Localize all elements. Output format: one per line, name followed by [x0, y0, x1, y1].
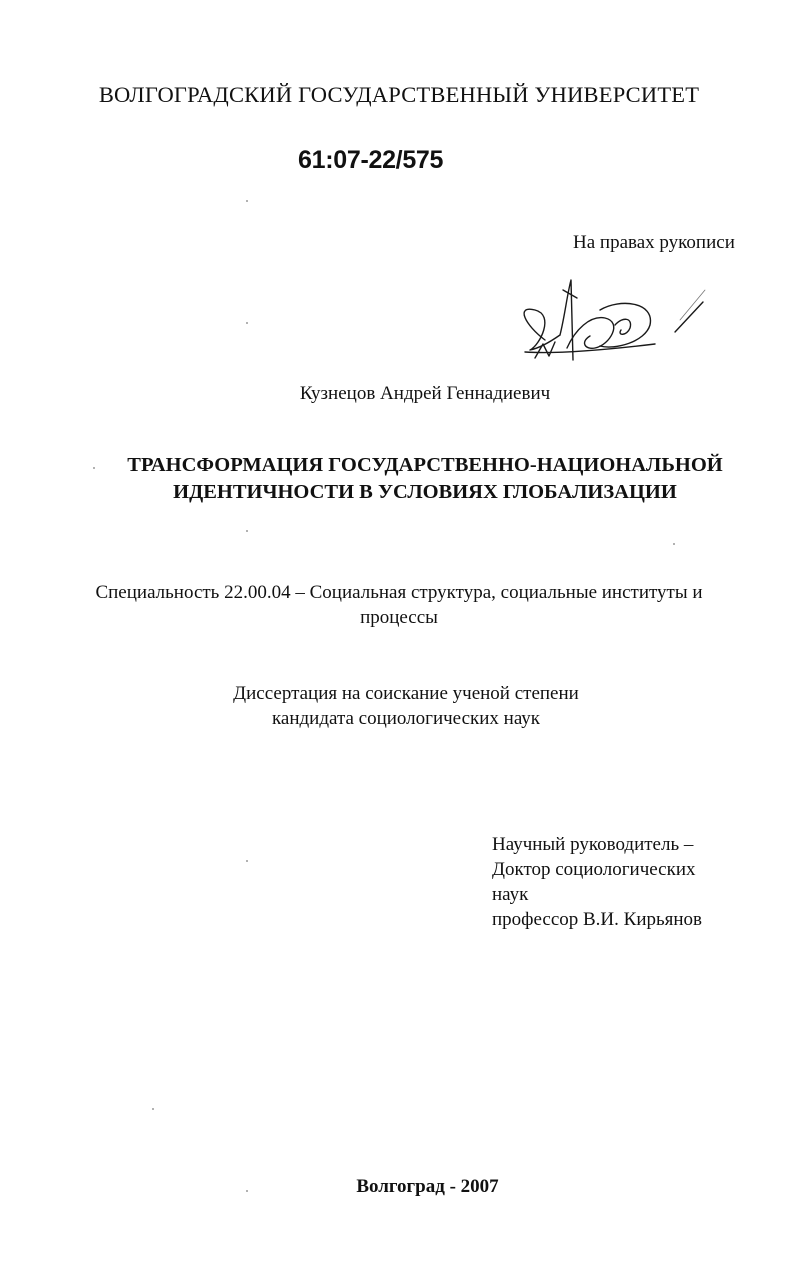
scientific-supervisor	[492, 832, 702, 932]
degree-text: Диссертация на соискание ученой степени	[233, 683, 579, 704]
degree-statement	[0, 681, 798, 731]
supervisor-role: Научный руководитель –	[492, 834, 694, 855]
scan-speck	[93, 467, 95, 469]
scan-speck	[246, 860, 248, 862]
scan-speck	[246, 1190, 248, 1192]
supervisor-name: профессор В.И. Кирьянов	[492, 909, 703, 930]
specialty-text: процессы	[360, 607, 438, 628]
dissertation-title-line: ИДЕНТИЧНОСТИ В УСЛОВИЯХ ГЛОБАЛИЗАЦИИ	[173, 481, 677, 503]
manuscript-rights-note: На правах рукописи	[573, 232, 735, 253]
university-name: ВОЛГОГРАДСКИЙ ГОСУДАРСТВЕННЫЙ УНИВЕРСИТЕТ	[98, 82, 700, 107]
supervisor-degree: наук	[492, 884, 529, 905]
city-year: Волгоград - 2007	[356, 1176, 499, 1197]
catalog-code: 61:07-22/575	[298, 146, 444, 174]
author-name: Кузнецов Андрей Геннадиевич	[299, 383, 551, 404]
dissertation-title	[40, 452, 798, 506]
dissertation-title-line: ТРАНСФОРМАЦИЯ ГОСУДАРСТВЕННО-НАЦИОНАЛЬНОЙ	[127, 454, 723, 476]
supervisor-degree: Доктор социологических	[492, 859, 696, 880]
specialty-text: Специальность 22.00.04 – Социальная структура, социальные институты и	[95, 582, 703, 603]
scan-speck	[152, 1108, 154, 1110]
scan-speck	[673, 543, 675, 545]
specialty-line	[0, 580, 798, 630]
scan-speck	[246, 200, 248, 202]
scan-speck	[246, 322, 248, 324]
degree-text: кандидата социологических наук	[271, 708, 541, 729]
scan-speck	[246, 530, 248, 532]
author-signature	[505, 270, 715, 380]
